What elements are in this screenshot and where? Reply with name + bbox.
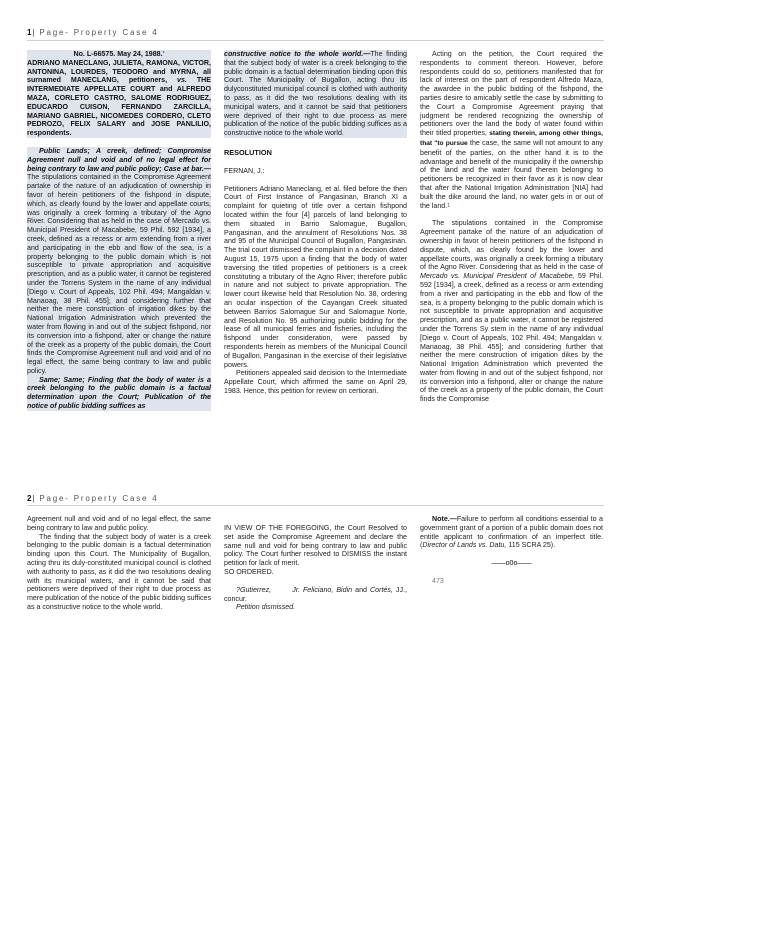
case-parties: ADRIANO MANECLANG, JULIETA, RAMONA, VICTOR, ANTONINA, LOURDES, TEODORO and MYRNA, all surnamed MANECLANG, petitioners, vs. THE INTERMEDIATE APPELLATE COURT and ALFREDO MAZA, CORLETO CASTRO, SALOME RODRIGUEZ, EDUCARDO CUISON, FERNANDO ZARCILLA, MARIANO GABRIEL, NICOMEDES CORDERO, CLETO PEDROZO, FELIX SALARY and JOSE PANLILIO, respondents. xyxy=(27,58,211,138)
ponente: FERNAN, J.: xyxy=(224,166,265,175)
syllabus-2-continued: constructive notice to the whole world.—The finding that the subject body of water is a creek belonging to the public domain is a factual determination binding upon this Court. The Municipality of Bugallon, acting thru its dulyconstituted municipal council is clothed with authority to pass, as it did the two resolutions dealing with its municipal waters, and it cannot be said that petitioners were deprived of their right to due process as mere publication of the notice of the public bidding suffices as a constructive notice to the whole world. xyxy=(224,50,408,138)
page-2-header-rule xyxy=(27,505,604,506)
disposition-para: IN VIEW OF THE FOREGOING, the Court Resolved to set aside the Compromise Agreement and declare the same null and void for being contrary to law and public policy. The Court further resolved to DISMISS the instant petition for lack of merit. xyxy=(224,524,407,568)
p2-col1-para: The finding that the subject body of water is a creek belonging to the public domain is a factual determination binding upon this Court. The Municipality of Bugallon, acting thru its duly-constituted municipal council is clothed with authority to pass, as it did the two resolutions dealing with its municipal waters, and it cannot be said that petitioners were deprived of their right to due process as mere publication of the notice of the public bidding suffices as a constructive notice to the whole world. xyxy=(27,532,211,611)
page-2-column-1 xyxy=(27,515,211,612)
page-2-column-2 xyxy=(224,524,407,612)
page-1-header: 1| Page- Property Case 4 xyxy=(27,28,159,37)
page-1-number: 1 xyxy=(27,28,32,37)
p2-col1-line1: Agreement null and void and of no legal effect, the same being contrary to law and public policy. xyxy=(27,515,211,532)
ornament-divider: ——o0o—— xyxy=(491,559,532,568)
page-2-header-text: Page- Property Case 4 xyxy=(39,494,159,503)
petition-dismissed: Petition dismissed. xyxy=(236,603,296,612)
col3-para-2: The stipulations contained in the Compromise Agreement partake of the nature of an adjudication of ownership in favor of herein petitioners of the fishpond in dispute, which, as clearly found by the lower and appellate courts, was originally a creek forming a tributary of the Agno River. Considering that as held in the case of Mercado vs. Municipal President of Macabebe, 59 Phil. 592 [1934], a creek, defined as a recess or arm extending from a river and participating in the ebb and flow of the sea, is a property belonging to the public domain which is not susceptible to private appropriation and acquisitive prescription, and as a public water, it cannot be registered under the Torrens Sy stem in the name of any individual [Diego v. Court of Appeals, 102 Phil. 494; Mangaldan v. Manaoag, 38 Phil. 455]; and considering further that neither the mere construction of irrigation dikes by the National Irrigation Administration which prevented the water from flowing in and out of the subject fishpond, nor its conversion into a fishpond, alter or change the nature of the creek as a property of the public domain, the Court finds the Compromise xyxy=(420,219,603,404)
case-number: No. L-66575. May 24, 1988.* xyxy=(73,50,165,58)
syllabus-block xyxy=(27,147,211,411)
page-2-header: 2| Page- Property Case 4 xyxy=(27,494,159,503)
resolution-para-1: Petitioners Adriano Maneclang, et al. filed before the then Court of First Instance of Pangasinan, Branch XI a complaint for quieting of title over a certain fishpond located within the four [4] parcels of land belonging to them situated in Barrio Salomague, Bugallon, Pangasinan, and the annulment of Resolutions Nos. 38 and 95 of the Municipal Council of Bugallon, Pangasinan. The trial court dismissed the complaint in a decision dated August 15, 1975 upon a finding that the body of water traversing the titled properties of petitioners is a creek constituting a tributary of the Agno River; therefore public in nature and not subject to private appropriation. The lower court likewise held that Resolution No. 38, ordering an ocular inspection of the Cayangan Creek situated between Barrios Salomague Sur and Salomague Norte, and Resolution No. 95 authorizing public bidding for the lease of all municipal ferries and fisheries, including the fishpond under consideration, were passed by respondents herein as members of the Municipal Council of Bugallon, Pangasinan in the exercise of their legislative powers. xyxy=(224,184,407,369)
resolution-para-2: Petitioners appealed said decision to the Intermediate Appellate Court, which affirmed the same on April 29, 1983. Hence, this petition for review on certiorari. xyxy=(224,369,407,395)
page-2-number: 2 xyxy=(27,494,32,503)
page-1-column-1 xyxy=(27,50,211,411)
footnote-link[interactable]: 1 xyxy=(447,202,450,209)
page-2-column-3 xyxy=(420,515,603,586)
syllabus-1: Public Lands; A creek, defined; Compromise Agreement null and void and of no legal effect for being contrary to law and public policy; Case at bar.—The stipulations contained in the Compromise Agreement partake of the nature of an adjudication of ownership in favor of herein petitioners of the fishpond in dispute, which, as clearly found by the lower and appellate courts, was originally a creek forming a tributary of the Agno River. Considering that as held in the case of Mercado vs. Municipal President of Macabebe, 59 Phil. 592 [1934], a creek, defined as a recess or arm extending from a river and participating in the ebb and flow of the sea, is a property belonging to the public domain which is not susceptible to private appropriation and acquisitive prescription, and as a public water, it cannot be registered under the Torrens System in the name of any individual [Diego v. Court of Appeals, 102 Phil. 494; Mangaldan v. Manaoag, 38 Phil. 455]; and considering further that neither the mere construction of irrigation dikes by the National Irrigation Administration which prevented the water from flowing in and out of the subject fishpond, nor its conversion into a fishpond, alter or change the nature of the creek as a property of the public domain, the Court finds the Compromise Agreement null and void and of no legal effect, the same being contrary to law and public policy. xyxy=(27,146,211,375)
resolution-heading: RESOLUTION xyxy=(224,147,272,157)
printed-page-number: 473 xyxy=(432,576,444,585)
case-caption-block xyxy=(27,50,211,138)
note: Note.—Failure to perform all conditions essential to a government grant of a portion of a public domain does not entitle applicant to confirmation of an imperfect title. (Director of Lands vs. Datu, 115 SCRA 25). xyxy=(420,515,603,550)
page-1-column-2 xyxy=(224,50,407,396)
page-1-column-3 xyxy=(420,50,603,404)
syllabus-2-head: Same; Same; Finding that the body of water is a creek belonging to the public domain is a factual determination upon the Court; Publication of the notice of public bidding suffices as xyxy=(27,375,211,411)
so-ordered: SO ORDERED. xyxy=(224,567,274,576)
col3-para-1: Acting on the petition, the Court required the respondents to comment thereon. However, before respondents could do so, petitioners manifested that for lack of interest on the part of respondent Alfredo Maza, the awardee in the public bidding of the fishpond, the parties desire to amicably settle the case by submitting to the Court a Compromise Agreement praying that judgment be rendered recognizing the ownership of petitioners over the land the body of water found within their titled properties, stating therein, among other things, that "to pursue the case, the same will not amount to any benefit of the parties, on the other hand it is to the advantage and benefit of the municipality if the ownership of the land and the water found therein belonging to petitioners be recognized in their favor as it is now clear that after the National Irrigation Administration [NIA] had built the dike around the land, no water gets in or out of the land.$^1$ xyxy=(420,50,603,210)
page-1-header-rule xyxy=(27,40,604,41)
page-1-header-text: Page- Property Case 4 xyxy=(39,28,159,37)
concurrence: ?Gutierrez, Jr. Feliciano, Bidin and Cortés, JJ., concur. xyxy=(224,585,407,603)
